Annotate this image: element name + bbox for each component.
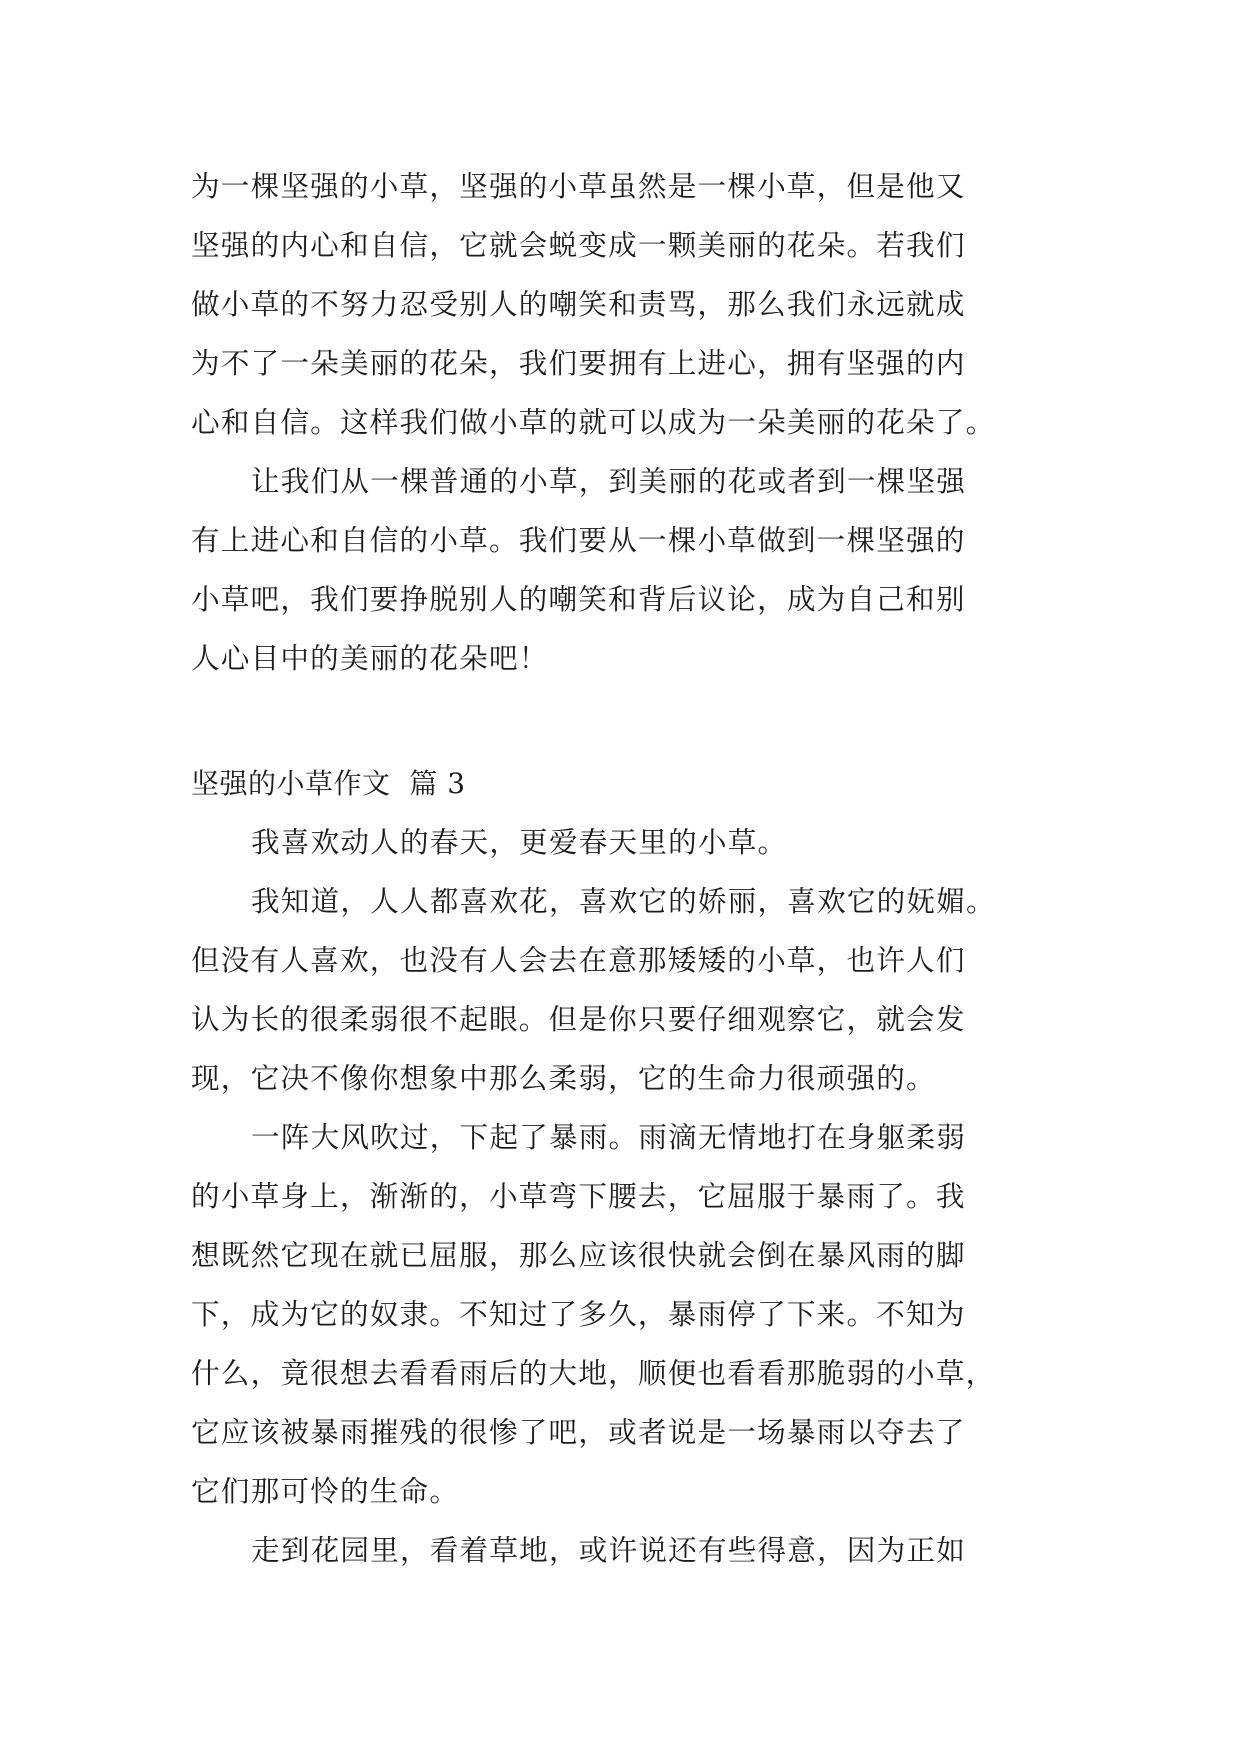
paragraph <box>191 872 1061 1108</box>
section-title: 坚强的小草作文 篇 3 <box>191 767 466 800</box>
text-line: 让我们从一棵普通的小草，到美丽的花或者到一棵坚强 <box>251 464 967 498</box>
paragraph <box>191 1108 1061 1521</box>
text-line: 小草吧，我们要挣脱别人的嘲笑和背后议论，成为自己和别 <box>191 582 966 616</box>
text-line: 为一棵坚强的小草，坚强的小草虽然是一棵小草，但是他又 <box>191 169 966 203</box>
text-line: 我喜欢动人的春天，更爱春天里的小草。 <box>251 825 788 859</box>
text-line: 认为长的很柔弱很不起眼。但是你只要仔细观察它，就会发 <box>191 1002 966 1036</box>
paragraph <box>191 452 1061 688</box>
paragraph <box>191 1521 1061 1580</box>
text-line: 的小草身上，渐渐的，小草弯下腰去，它屈服于暴雨了。我 <box>191 1179 966 1213</box>
text-line: 有上进心和自信的小草。我们要从一棵小草做到一棵坚强的 <box>191 523 966 557</box>
text-line: 它应该被暴雨摧残的很惨了吧，或者说是一场暴雨以夺去了 <box>191 1415 966 1449</box>
text-line: 坚强的内心和自信，它就会蜕变成一颗美丽的花朵。若我们 <box>191 228 966 262</box>
text-line: 它们那可怜的生命。 <box>191 1474 460 1508</box>
text-line: 我知道，人人都喜欢花，喜欢它的娇丽，喜欢它的妩媚。 <box>251 884 996 918</box>
text-line: 心和自信。这样我们做小草的就可以成为一朵美丽的花朵了。 <box>191 405 996 439</box>
text-line: 为不了一朵美丽的花朵，我们要拥有上进心，拥有坚强的内 <box>191 346 966 380</box>
section-spacer <box>191 688 1061 754</box>
paragraph <box>191 157 1061 452</box>
text-line: 下，成为它的奴隶。不知过了多久，暴雨停了下来。不知为 <box>191 1297 966 1331</box>
text-line: 做小草的不努力忍受别人的嘲笑和责骂，那么我们永远就成 <box>191 287 966 321</box>
text-line: 什么，竟很想去看看雨后的大地，顺便也看看那脆弱的小草， <box>191 1356 996 1390</box>
text-line: 走到花园里，看着草地，或许说还有些得意，因为正如 <box>251 1533 967 1567</box>
text-line: 但没有人喜欢，也没有人会去在意那矮矮的小草，也许人们 <box>191 943 966 977</box>
text-line: 现，它决不像你想象中那么柔弱，它的生命力很顽强的。 <box>191 1061 936 1095</box>
document-body <box>191 157 1061 1580</box>
text-line: 想既然它现在就已屈服，那么应该很快就会倒在暴风雨的脚 <box>191 1238 966 1272</box>
paragraph <box>191 813 1061 872</box>
text-line: 一阵大风吹过，下起了暴雨。雨滴无情地打在身躯柔弱 <box>251 1120 967 1154</box>
text-line: 人心目中的美丽的花朵吧！ <box>191 641 549 675</box>
